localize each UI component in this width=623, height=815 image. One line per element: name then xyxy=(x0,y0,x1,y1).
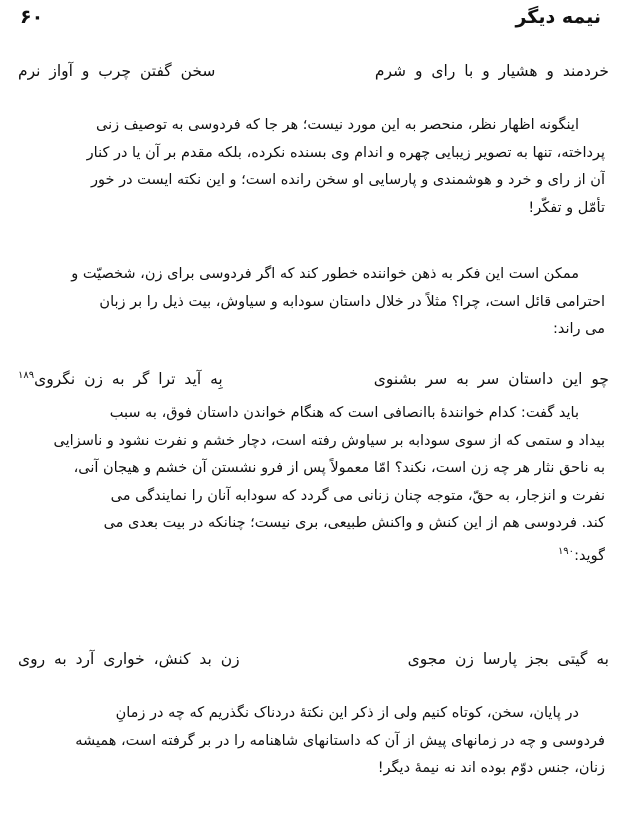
paragraph-2 xyxy=(18,261,605,344)
footnote-marker-189: ۱۸۹ xyxy=(18,370,35,381)
paragraph-line: نفرت و انزجار، به حقّ، متوجه چنان زنانی می گردد که سودابه آنان را نمایندگی می xyxy=(110,487,605,504)
verse-2 xyxy=(18,370,609,396)
verse-1 xyxy=(18,62,609,88)
paragraph-line: زنان، جنس دوّم بوده اند نه نیمهٔ دیگر! xyxy=(377,760,605,776)
verse-2-hemistich-2 xyxy=(18,370,223,388)
paragraph-line: بیداد و ستمی که از سوی سودابه بر سیاوش رفته است، دچار خشم و نفرت نشود و ناسزایی xyxy=(53,432,605,449)
verse-2-hemistich-1 xyxy=(374,370,609,388)
paragraph-line: به ناحق نثار هر چه زن است، نکند؟ امّا معمولاً پس از فرو نشستن آن خشم و هیجان آنی، xyxy=(73,460,605,476)
page-header xyxy=(20,6,601,36)
paragraph-4 xyxy=(18,700,605,783)
verse-1-hemistich-2: سخن گفتن چرب و آواز نرم xyxy=(18,62,216,80)
verse-1-hemistich-1: خردمند و هشیار و با رای و شرم xyxy=(374,62,609,80)
paragraph-line: پرداخته، تنها به تصویر زیبایی چهره و اندام وی بسنده نکرده، بلکه مقدم بر آن یا در کنار xyxy=(86,144,605,161)
paragraph-line: فردوسی و چه در زمانهای پیش از آن که داستانهای شاهنامه را در بر گرفته است، همیشه xyxy=(75,732,605,749)
footnote-marker-190: ۱۹۰ xyxy=(557,545,575,557)
paragraph-line: احترامی قائل است، چرا؟ مثلاً در خلال داستان سودابه و سیاوش، بیت ذیل را بر زبان xyxy=(99,293,605,310)
paragraph-line: می راند: xyxy=(552,321,605,337)
paragraph-line: ممکن است این فکر به ذهن خواننده خطور کند که اگر فردوسی برای زن، شخصیّت و xyxy=(71,266,579,282)
verse-3-hemistich-2: زن بد کنش، خواری آرد به روی xyxy=(18,650,240,668)
paragraph-line: آن از رای و خرد و هوشمندی و پارسایی او سخن رانده است؛ و این نکته ایست در خور xyxy=(91,172,605,188)
paragraph-line: تأمّل و تفکّر! xyxy=(528,199,605,216)
verse-3-hemistich-1: به گیتی بجز پارسا زن مجوی xyxy=(407,650,609,668)
paragraph-line: اینگونه اظهار نظر، منحصر به این مورد نیست؛ هر جا که فردوسی به توصیف زنی xyxy=(96,117,579,133)
paragraph-1 xyxy=(18,112,605,222)
paragraph-line-text: گوید: xyxy=(574,547,605,564)
paragraph-line: در پایان، سخن، کوتاه کنیم ولی از ذکر این نکتهٔ دردناک نگذریم که چه در زمانِ xyxy=(115,705,579,721)
paragraph-line: باید گفت: کدام خوانندهٔ باانصافی است که هنگام خواندن داستان فوق، به سبب xyxy=(109,405,579,421)
paragraph-3 xyxy=(18,400,605,570)
verse-3 xyxy=(18,650,609,676)
verse-2-hemistich-2-text: بِه آید ترا گر به زن نگروی xyxy=(34,370,223,389)
running-title: نیمه دیگر xyxy=(515,6,601,28)
paragraph-line: کند. فردوسی هم از این کنش و واکنش طبیعی، بری نیست؛ چنانکه در بیت بعدی می xyxy=(103,515,605,531)
page-number: ۶۰ xyxy=(20,6,44,28)
verse-2-hemistich-1-text: چو این داستان سر به سر بشنوی xyxy=(373,370,609,388)
paragraph-line xyxy=(18,538,605,570)
